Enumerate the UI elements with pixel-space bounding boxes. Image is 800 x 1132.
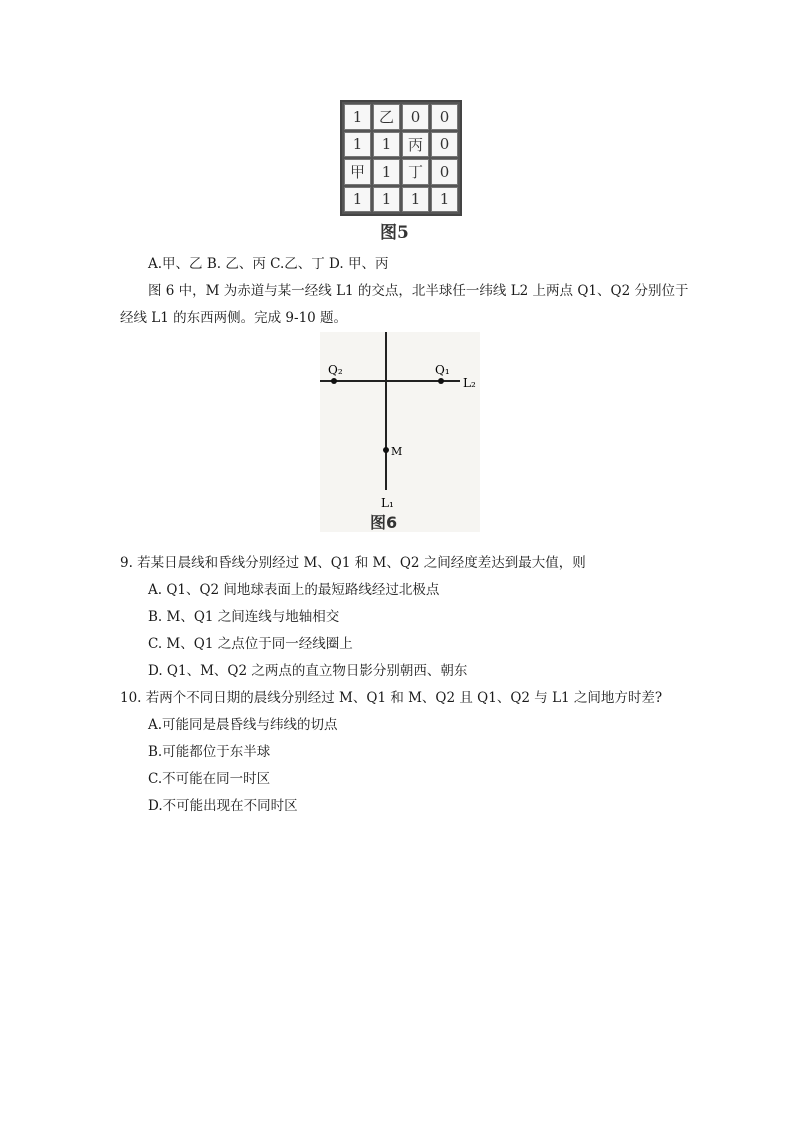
grid-cell: 0 — [431, 104, 458, 130]
question-9-option-c: C. M、Q1 之点位于同一经线圈上 — [148, 636, 353, 652]
question-10-option-c: C.不可能在同一时区 — [148, 771, 271, 787]
point-m — [383, 447, 389, 453]
figure-5-grid — [340, 100, 462, 216]
question-8-options: A.甲、乙 B. 乙、丙 C.乙、丁 D. 甲、丙 — [148, 256, 389, 272]
point-q1 — [438, 378, 444, 384]
grid-cell: 1 — [344, 132, 371, 158]
figure-6-caption: 图6 — [370, 513, 398, 532]
figure-5-caption: 图5 — [380, 223, 409, 243]
grid-cell: 丙 — [402, 132, 429, 158]
grid-cell: 1 — [373, 159, 400, 185]
label-l1: L₁ — [381, 496, 394, 510]
label-l2: L₂ — [463, 376, 476, 390]
grid-cell: 丁 — [402, 159, 429, 185]
question-9-stem: 9. 若某日晨线和昏线分别经过 M、Q1 和 M、Q2 之间经度差达到最大值，则 — [120, 555, 586, 571]
grid-cell: 甲 — [344, 159, 371, 185]
grid-cell: 1 — [373, 187, 400, 213]
grid-cell: 1 — [344, 104, 371, 130]
grid-cell: 0 — [431, 132, 458, 158]
intro-line-1: 图 6 中，M 为赤道与某一经线 L1 的交点，北半球任一纬线 L2 上两点 Q1、Q2 分别位于 — [148, 283, 689, 299]
question-10-stem: 10. 若两个不同日期的晨线分别经过 M、Q1 和 M、Q2 且 Q1、Q2 与 L1 之间地方时差? — [120, 690, 663, 706]
figure-6-diagram — [320, 332, 480, 532]
grid-cell: 1 — [373, 132, 400, 158]
label-q1: Q₁ — [435, 363, 450, 377]
question-9-option-d: D. Q1、M、Q2 之两点的直立物日影分别朝西、朝东 — [148, 663, 468, 679]
grid-cell: 乙 — [373, 104, 400, 130]
grid-cell: 1 — [402, 187, 429, 213]
label-m: M — [391, 445, 403, 458]
point-q2 — [331, 378, 337, 384]
question-10-option-d: D.不可能出现在不同时区 — [148, 798, 298, 814]
figure-background — [320, 332, 480, 532]
grid-cell: 0 — [402, 104, 429, 130]
grid-cell: 0 — [431, 159, 458, 185]
question-9-option-a: A. Q1、Q2 间地球表面上的最短路线经过北极点 — [148, 582, 440, 598]
grid-cell: 1 — [344, 187, 371, 213]
question-10-option-b: B.可能都位于东半球 — [148, 744, 271, 760]
question-10-option-a: A.可能同是晨昏线与纬线的切点 — [148, 717, 338, 733]
grid-cell: 1 — [431, 187, 458, 213]
intro-line-2: 经线 L1 的东西两侧。完成 9-10 题。 — [120, 310, 348, 326]
question-9-option-b: B. M、Q1 之间连线与地轴相交 — [148, 609, 340, 625]
label-q2: Q₂ — [328, 363, 343, 377]
